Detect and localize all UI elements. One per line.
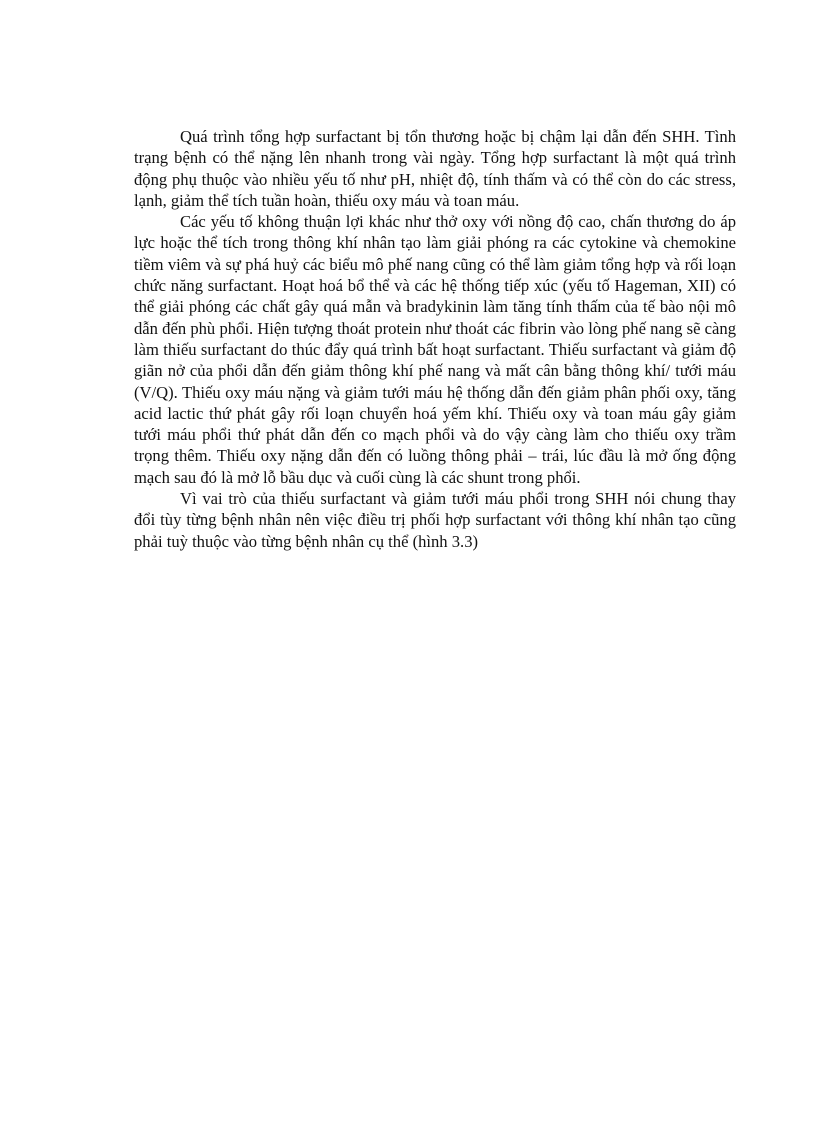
body-text: [134, 126, 736, 552]
paragraph-adverse-factors: Các yếu tố không thuận lợi khác như thở oxy với nồng độ cao, chấn thương do áp lực hoặc thể tích trong thông khí nhân tạo làm giải phóng ra các cytokine và chemokine tiềm viêm và sự phá huỷ các biểu mô phế nang cũng có thể làm giảm tổng hợp và rối loạn chức năng surfactant. Hoạt hoá bổ thể và các hệ thống tiếp xúc (yếu tố Hageman, XII) có thể giải phóng các chất gây quá mẫn và bradykinin làm tăng tính thấm của tế bào nội mô dẫn đến phù phổi. Hiện tượng thoát protein như thoát các fibrin vào lòng phế nang sẽ càng làm thiếu surfactant do thúc đẩy quá trình bất hoạt surfactant. Thiếu surfactant và giảm độ giãn nở của phổi dẫn đến giảm thông khí phế nang và mất cân bằng thông khí/ tưới máu (V/Q). Thiếu oxy máu nặng và giảm tưới máu hệ thống dẫn đến giảm phân phối oxy, tăng acid lactic thứ phát gây rối loạn chuyển hoá yếm khí. Thiếu oxy và toan máu gây giảm tưới máu phổi thứ phát dẫn đến co mạch phổi và do vậy càng làm cho thiếu oxy trầm trọng thêm. Thiếu oxy nặng dẫn đến có luồng thông phải – trái, lúc đầu là mở ống động mạch sau đó là mở lỗ bầu dục và cuối cùng là các shunt trong phổi.: [134, 212, 736, 487]
paragraph-surfactant-synthesis: Quá trình tổng hợp surfactant bị tổn thương hoặc bị chậm lại dẫn đến SHH. Tình trạng bệnh có thể nặng lên nhanh trong vài ngày. Tổng hợp surfactant là một quá trình động phụ thuộc vào nhiều yếu tố như pH, nhiệt độ, tính thấm và có thể còn do các stress, lạnh, giảm thể tích tuần hoàn, thiếu oxy máu và toan máu.: [134, 127, 736, 210]
paragraph-treatment: Vì vai trò của thiếu surfactant và giảm tưới máu phổi trong SHH nói chung thay đổi tùy từng bệnh nhân nên việc điều trị phối hợp surfactant với thông khí nhân tạo cũng phải tuỳ thuộc vào từng bệnh nhân cụ thể (hình 3.3): [134, 489, 736, 551]
